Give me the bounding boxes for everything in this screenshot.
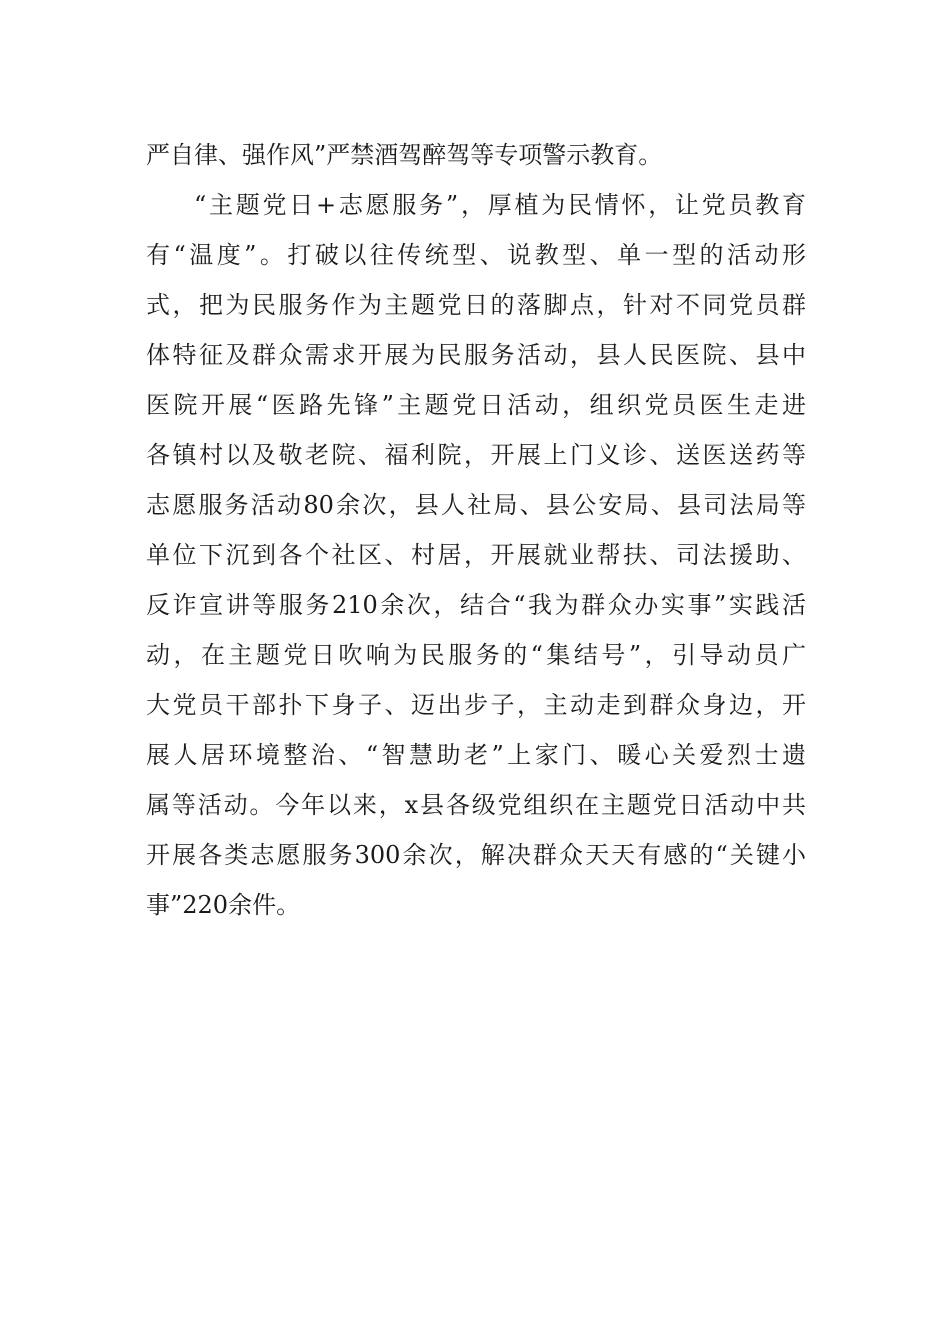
body-text (146, 130, 806, 930)
text-line-11: 动，在主题党日吹响为民服务的“集结号”，引导动员广 (146, 641, 806, 669)
text-line-13: 展人居环境整治、“智慧助老”上家门、暖心关爱烈士遗 (146, 741, 806, 769)
text-line-3: 有“温度”。打破以往传统型、说教型、单一型的活动形 (146, 241, 806, 269)
text-line-16: 事”220余件。 (146, 891, 301, 919)
text-line-5: 体特征及群众需求开展为民服务活动，县人民医院、县中 (146, 341, 806, 369)
text-line-15: 开展各类志愿服务300余次，解决群众天天有感的“关键小 (146, 841, 806, 869)
text-line-7: 各镇村以及敬老院、福利院，开展上门义诊、送医送药等 (146, 441, 806, 469)
text-line-10: 反诈宣讲等服务210余次，结合“我为群众办实事”实践活 (146, 591, 806, 619)
text-line-2: “主题党日+志愿服务”，厚植为民情怀，让党员教育 (194, 191, 806, 219)
text-line-6: 医院开展“医路先锋”主题党日活动，组织党员医生走进 (146, 391, 806, 419)
text-line-1: 严自律、强作风”严禁酒驾醉驾等专项警示教育。 (146, 141, 663, 169)
text-line-12: 大党员干部扑下身子、迈出步子，主动走到群众身边，开 (146, 691, 806, 719)
text-line-9: 单位下沉到各个社区、村居，开展就业帮扶、司法援助、 (146, 541, 806, 569)
text-line-8: 志愿服务活动80余次，县人社局、县公安局、县司法局等 (146, 491, 806, 519)
text-line-4: 式，把为民服务作为主题党日的落脚点，针对不同党员群 (146, 291, 806, 319)
text-line-14: 属等活动。今年以来，x县各级党组织在主题党日活动中共 (146, 791, 806, 819)
